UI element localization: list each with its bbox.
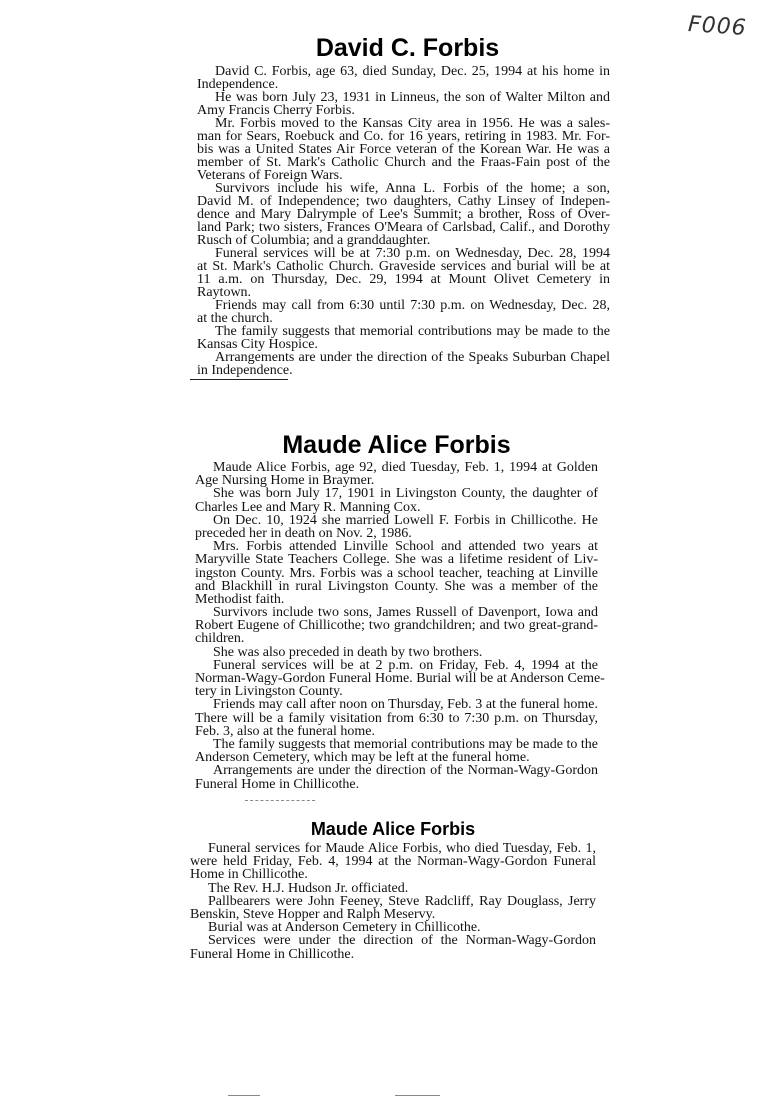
paragraph	[195, 606, 598, 646]
text-line: There will be a family visitation from 6:30 to 7:30 p.m. on Thursday,	[195, 710, 598, 726]
funeral-notice-maude-alice-forbis	[190, 820, 596, 961]
text-line: preceded her in death on Nov. 2, 1986.	[195, 525, 412, 541]
paragraph	[190, 895, 596, 921]
obituary-body	[197, 65, 610, 377]
text-line: dence and Mary Dalrymple of Lee's Summit; a brother, Ross of Over-	[197, 207, 610, 222]
scan-mark	[395, 1095, 440, 1096]
text-line: land Park; two sisters, Frances O'Meara of Carlsbad, Calif., and Dorothy	[197, 220, 610, 235]
text-line: were held Friday, Feb. 4, 1994 at the Norman-Wagy-Gordon Funeral	[190, 854, 596, 870]
text-line: Maude Alice Forbis, age 92, died Tuesday, Feb. 1, 1994 at Golden	[213, 460, 598, 475]
handwritten-page-id: F006	[687, 11, 748, 42]
text-line: Feb. 3, also at the funeral home.	[195, 723, 376, 739]
text-line: Funeral services will be at 2 p.m. on Friday, Feb. 4, 1994 at the	[213, 657, 598, 673]
text-line: Raytown.	[197, 285, 252, 300]
text-line: He was born July 23, 1931 in Linneus, the son of Walter Milton and	[215, 90, 610, 105]
text-line: at St. Mark's Catholic Church. Graveside services and burial will be at	[197, 259, 610, 274]
text-line: Rusch of Columbia; and a granddaughter.	[197, 233, 431, 248]
paragraph	[195, 646, 598, 659]
text-line: Maryville State Teachers College. She was a lifetime resident of Liv-	[195, 552, 598, 568]
separator-dashes	[245, 800, 315, 801]
paragraph	[195, 487, 598, 513]
obituary-title: Maude Alice Forbis	[282, 431, 511, 459]
text-line: Robert Eugene of Chillicothe; two grandchildren; and two great-grand-	[195, 618, 598, 634]
text-line: Kansas City Hospice.	[197, 337, 318, 352]
obituary-title: David C. Forbis	[315, 34, 500, 62]
paragraph	[197, 325, 610, 351]
text-line: Mrs. Forbis attended Linville School and attended two years at	[213, 539, 598, 555]
paragraph	[195, 698, 598, 738]
text-line: The family suggests that memorial contributions may be made to the	[213, 736, 598, 752]
text-line: She was born July 17, 1901 in Livingston County, the daughter of	[213, 486, 598, 502]
text-line: Methodist faith.	[195, 591, 285, 607]
text-line: Benskin, Steve Hopper and Ralph Meservy.	[190, 906, 436, 922]
obituary-david-c-forbis	[197, 36, 610, 377]
paragraph	[197, 351, 610, 377]
text-line: Veterans of Foreign Wars.	[197, 168, 343, 183]
text-line: Home in Chillicothe.	[190, 867, 308, 883]
text-line: Funeral Home in Chillicothe.	[195, 776, 360, 792]
text-line: Norman-Wagy-Gordon Funeral Home. Burial will be at Anderson Ceme-	[195, 671, 605, 686]
scan-mark	[228, 1095, 260, 1096]
text-line: Survivors include two sons, James Russell of Davenport, Iowa and	[213, 605, 598, 621]
text-line: ingston County. Mrs. Forbis was a school teacher, teaching at Linville	[195, 565, 598, 581]
text-line: Funeral services for Maude Alice Forbis, who died Tuesday, Feb. 1,	[208, 841, 596, 856]
paragraph	[197, 65, 610, 91]
text-line: Friends may call from 6:30 until 7:30 p.m. on Wednesday, Dec. 28,	[215, 298, 610, 313]
text-line: The family suggests that memorial contributions may be made to the	[215, 324, 610, 339]
paragraph	[190, 882, 596, 895]
paragraph	[197, 91, 610, 117]
obituary-maude-alice-forbis	[195, 431, 605, 792]
text-line: man for Sears, Roebuck and Co. for 16 years, retiring in 1983. Mr. For-	[197, 129, 610, 144]
text-line: 11 a.m. on Thursday, Dec. 29, 1994 at Mount Olivet Cemetery in	[197, 272, 610, 287]
text-line: Arrangements are under the direction of the Norman-Wagy-Gordon	[213, 763, 598, 779]
text-line: Charles Lee and Mary R. Manning Cox.	[195, 499, 421, 515]
paragraph	[197, 299, 610, 325]
text-line: in Independence.	[197, 363, 293, 378]
text-line: and Blackhill in rural Livingston County. She was a member of the	[195, 578, 598, 594]
text-line: member of St. Mark's Catholic Church and the Fraas-Fain post of the	[197, 155, 610, 170]
text-line: Pallbearers were John Feeney, Steve Radcliff, Ray Douglass, Jerry	[208, 893, 596, 909]
paragraph	[197, 247, 610, 299]
text-line: David C. Forbis, age 63, died Sunday, Dec. 25, 1994 at his home in	[215, 64, 610, 79]
text-line: children.	[195, 631, 245, 647]
paragraph	[195, 764, 598, 790]
obituary-title: Maude Alice Forbis	[310, 819, 476, 839]
obituary-body	[190, 842, 596, 961]
text-line: Amy Francis Cherry Forbis.	[197, 103, 355, 118]
paragraph	[195, 738, 598, 764]
text-line: Funeral Home in Chillicothe.	[190, 946, 355, 962]
underline-rule	[190, 379, 288, 380]
paragraph	[195, 540, 598, 606]
text-line: Survivors include his wife, Anna L. Forbis of the home; a son,	[215, 181, 610, 196]
text-line: David M. of Independence; two daughters, Cathy Linsey of Indepen-	[197, 194, 610, 209]
text-line: Independence.	[197, 77, 279, 92]
paragraph	[197, 117, 610, 182]
paragraph	[195, 514, 598, 540]
text-line: at the church.	[197, 311, 273, 326]
text-line: Burial was at Anderson Cemetery in Chillicothe.	[208, 920, 481, 936]
text-line: Arrangements are under the direction of the Speaks Suburban Chapel	[215, 350, 610, 365]
text-line: Services were under the direction of the Norman-Wagy-Gordon	[208, 933, 596, 949]
text-line: bis was a United States Air Force veteran of the Korean War. He was a	[197, 142, 610, 157]
text-line: Mr. Forbis moved to the Kansas City area in 1956. He was a sales-	[215, 116, 610, 131]
paragraph	[195, 657, 605, 700]
text-line: She was also preceded in death by two brothers.	[213, 644, 483, 660]
text-line: Funeral services will be at 7:30 p.m. on Wednesday, Dec. 28, 1994	[215, 246, 610, 261]
text-line: On Dec. 10, 1924 she married Lowell F. Forbis in Chillicothe. He	[213, 512, 598, 528]
obituary-body	[195, 460, 605, 792]
text-line: Friends may call after noon on Thursday, Feb. 3 at the funeral home.	[213, 697, 598, 713]
text-line: tery in Livingston County.	[195, 684, 343, 700]
paragraph	[195, 461, 598, 487]
text-line: Anderson Cemetery, which may be left at the funeral home.	[195, 750, 530, 766]
text-line: Age Nursing Home in Braymer.	[195, 473, 375, 489]
text-line: The Rev. H.J. Hudson Jr. officiated.	[208, 880, 409, 896]
paragraph	[190, 842, 596, 882]
paragraph	[190, 934, 596, 960]
paragraph	[197, 182, 610, 247]
